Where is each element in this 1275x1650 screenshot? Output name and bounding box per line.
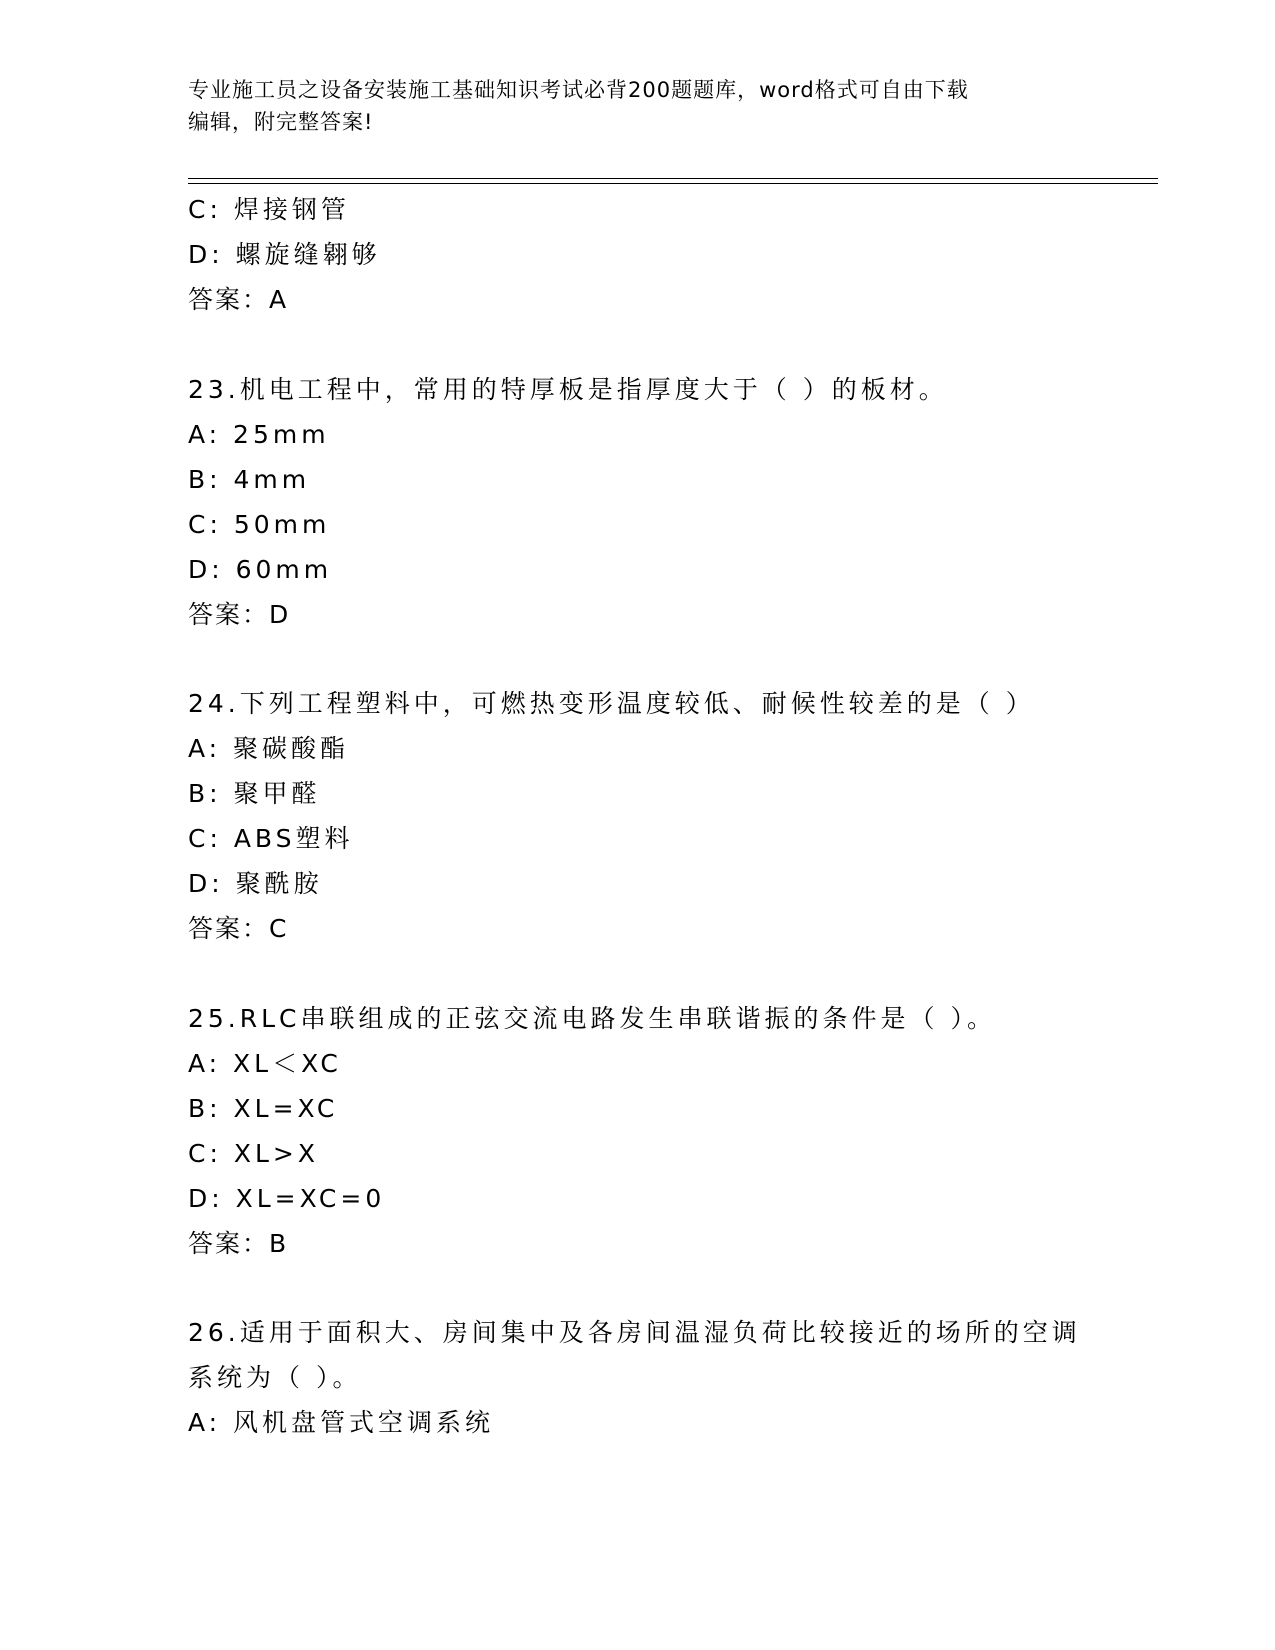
q25-stem: 25.RLC串联组成的正弦交流电路发生串联谐振的条件是（ ）。 bbox=[188, 1004, 996, 1033]
header-title-line2: 编辑，附完整答案! bbox=[188, 110, 374, 134]
q25-option-a: A: XL＜XC bbox=[188, 1049, 342, 1078]
q23-option-b: B: 4mm bbox=[188, 465, 311, 494]
q22-option-d: D: 螺旋缝翱够 bbox=[188, 240, 381, 269]
q25-option-b: B: XL=XC bbox=[188, 1094, 339, 1123]
q24-option-c: C: ABS塑料 bbox=[188, 824, 354, 853]
q24-option-d: D: 聚酰胺 bbox=[188, 869, 323, 898]
q25-option-d: D: XL=XC=0 bbox=[188, 1184, 386, 1213]
document-header bbox=[188, 74, 1088, 138]
q24-stem: 24.下列工程塑料中，可燃热变形温度较低、耐候性较差的是（ ） bbox=[188, 689, 1035, 718]
q25-option-c: C: XL>X bbox=[188, 1139, 319, 1168]
header-divider-top bbox=[188, 178, 1158, 179]
q22-answer: 答案：A bbox=[188, 285, 289, 314]
header-divider-bottom bbox=[188, 183, 1158, 184]
q23-option-c: C: 50mm bbox=[188, 510, 331, 539]
q24-option-b: B: 聚甲醛 bbox=[188, 779, 321, 808]
q23-option-a: A: 25mm bbox=[188, 420, 330, 449]
q26-stem-line2: 系统为（ ）。 bbox=[188, 1363, 362, 1392]
q23-stem: 23.机电工程中，常用的特厚板是指厚度大于（ ）的板材。 bbox=[188, 375, 948, 404]
q23-answer: 答案：D bbox=[188, 600, 291, 629]
q25-answer: 答案：B bbox=[188, 1229, 289, 1258]
q24-option-a: A: 聚碳酸酯 bbox=[188, 734, 350, 763]
q23-option-d: D: 60mm bbox=[188, 555, 333, 584]
q26-option-a: A: 风机盘管式空调系统 bbox=[188, 1408, 495, 1437]
header-title-line1: 专业施工员之设备安装施工基础知识考试必背200题题库，word格式可自由下载 bbox=[188, 78, 969, 102]
q24-answer: 答案：C bbox=[188, 914, 289, 943]
q26-stem-line1: 26.适用于面积大、房间集中及各房间温湿负荷比较接近的场所的空调 bbox=[188, 1318, 1081, 1347]
q22-option-c: C: 焊接钢管 bbox=[188, 195, 350, 224]
